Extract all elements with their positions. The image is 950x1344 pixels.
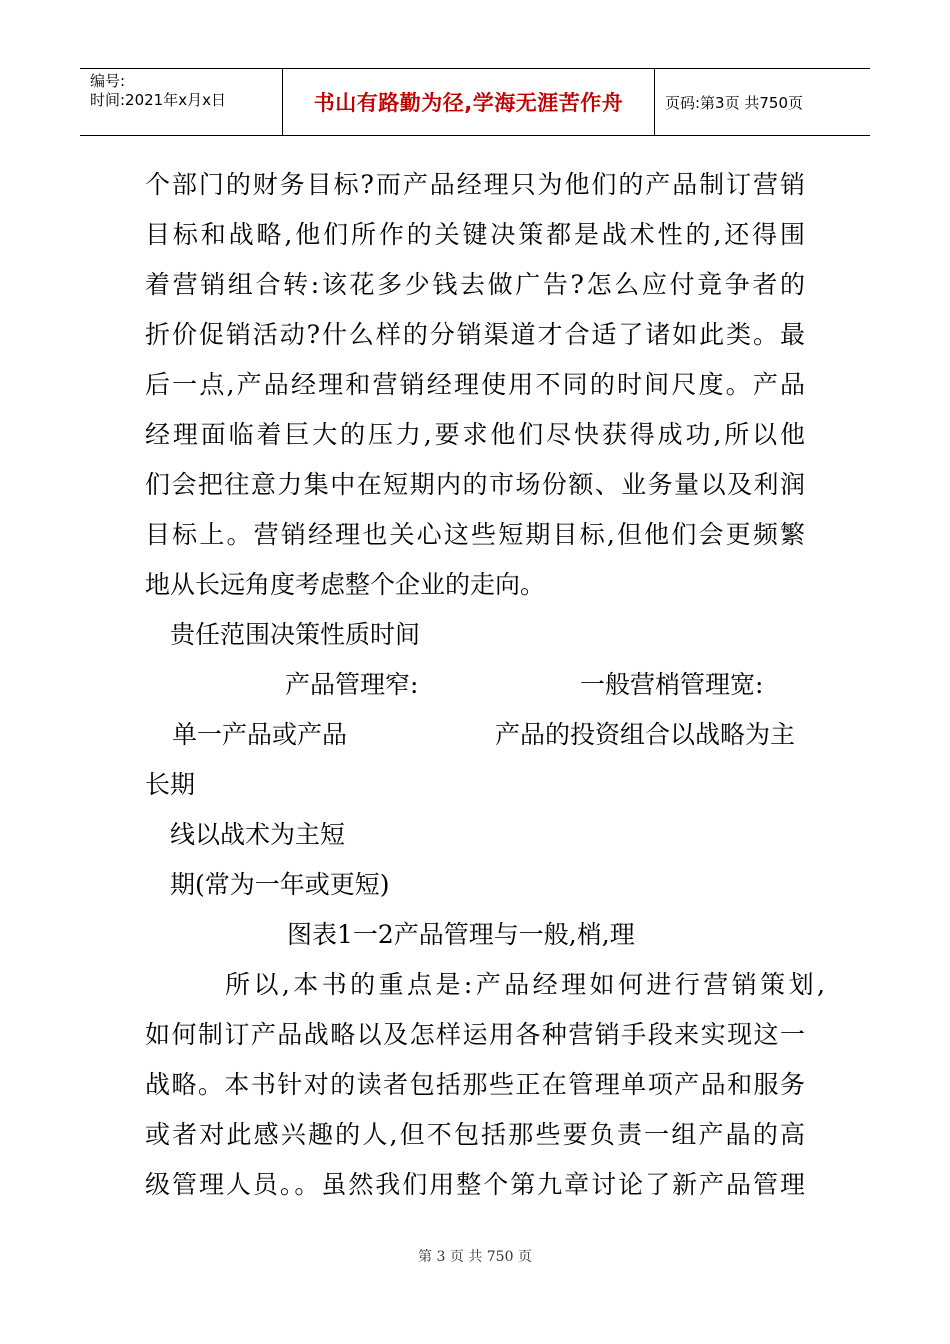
period-text: 期(常为一年或更短) <box>170 870 390 899</box>
time-label: 时间:2021年x月x日 <box>90 91 226 109</box>
col2-item: 产品的投资组合以战略为主 <box>495 720 796 749</box>
header-motto-cell <box>283 69 655 135</box>
tactics-text: 线以战术为主短 <box>170 820 346 849</box>
col1-item: 单一产品或产品 <box>172 720 348 749</box>
body-line: 如何制订产品战略以及怎样运用各种营销手段来实现这一 <box>145 1020 805 1049</box>
body-line: 级管理人员。。虽然我们用整个第九章讨论了新产品管理 <box>145 1170 805 1199</box>
body-line: 所以,本书的重点是:产品经理如何进行营销策划, <box>225 970 825 999</box>
body-line: 目标上。营销经理也关心这些短期目标,但他们会更频繁 <box>145 520 805 549</box>
body-line: 折价促销活动?什么样的分销渠道才合适了诸如此类。最 <box>145 320 805 349</box>
table-header: 贵任范围决策性质时间 <box>170 620 421 649</box>
body-line: 或者对此感兴趣的人,但不包括那些要负责一组产晶的高 <box>145 1120 805 1149</box>
header-page-cell <box>655 69 870 135</box>
body-line: 地从长远角度考虑整个企业的走向。 <box>145 570 546 599</box>
body-line: 后一点,产品经理和营销经理使用不同的时间尺度。产品 <box>145 370 805 399</box>
page-footer <box>0 1246 950 1266</box>
document-header <box>80 68 870 136</box>
long-term-text: 长期 <box>145 770 196 799</box>
col1-title: 产品管理窄: <box>285 670 419 699</box>
figure-caption: 图表1一2产品管理与一般,梢,理 <box>287 920 635 949</box>
header-meta-cell <box>80 69 283 135</box>
body-line: 经理面临着巨大的压力,要求他们尽快获得成功,所以他 <box>145 420 805 449</box>
col2-title: 一般营梢管理宽: <box>580 670 764 699</box>
body-line: 们会把往意力集中在短期内的市场份额、业务量以及利润 <box>145 470 805 499</box>
footer-page-number: 第 3 页 共 750 页 <box>418 1249 532 1265</box>
body-line: 目标和战略,他们所作的关键决策都是战术性的,还得围 <box>145 220 805 249</box>
body-line: 战略。本书针对的读者包括那些正在管理单项产品和服务 <box>145 1070 805 1099</box>
body-line: 着营销组合转:该花多少钱去做广告?怎么应付竟争者的 <box>145 270 805 299</box>
page-info: 页码:第3页 共750页 <box>665 93 803 112</box>
motto-text: 书山有路勤为径,学海无涯苦作舟 <box>313 91 624 115</box>
body-line: 个部门的财务目标?而产品经理只为他们的产品制订营销 <box>145 170 805 199</box>
number-label: 编号: <box>90 72 126 90</box>
